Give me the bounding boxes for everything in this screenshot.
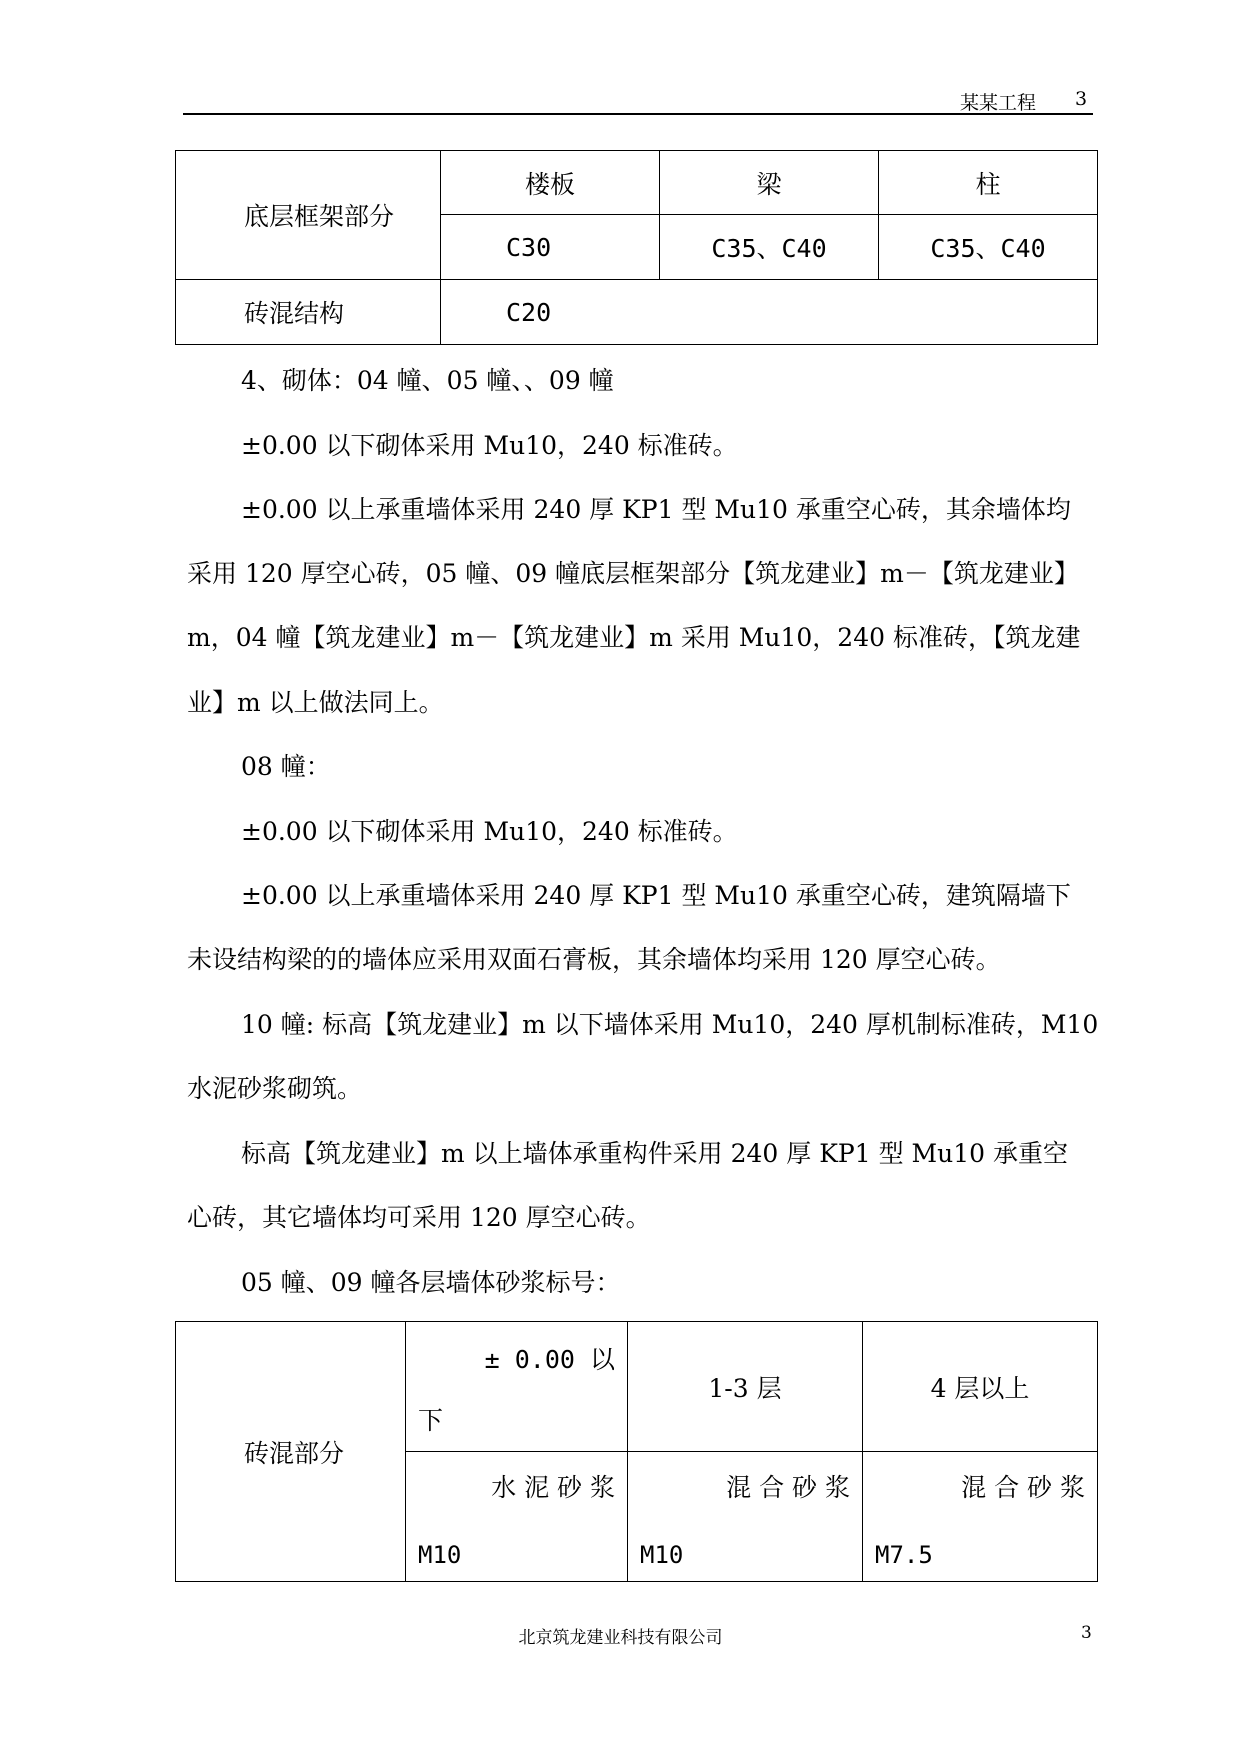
paragraph-line: 08 幢：	[241, 752, 331, 781]
col-header-column: 柱	[879, 151, 1098, 215]
col-header-below-zero	[406, 1322, 628, 1452]
value-below-zero-grade: M10	[418, 1541, 462, 1569]
col-header-floor-4-up: 4 层以上	[863, 1322, 1098, 1452]
paragraph-line: ±0.00 以下砌体采用 Mu10，240 标准砖。	[241, 817, 738, 846]
paragraph-line: 业】m 以上做法同上。	[187, 688, 444, 717]
value-masonry: C20	[441, 280, 1098, 345]
paragraph-line: 水泥砂浆砌筑。	[187, 1074, 363, 1103]
value-column: C35、C40	[879, 215, 1098, 280]
header-page-number: 3	[1075, 88, 1088, 110]
paragraph-line: 标高【筑龙建业】m 以上墙体承重构件采用 240 厚 KP1 型 Mu10 承重空	[241, 1139, 1068, 1168]
paragraph-line: 未设结构梁的的墙体应采用双面石膏板，其余墙体均采用 120 厚空心砖。	[187, 945, 1001, 974]
row-label-masonry: 砖混结构	[176, 280, 441, 345]
col-header-below-zero-bottom: 下	[418, 1406, 444, 1435]
value-below-zero	[406, 1452, 628, 1582]
paragraph-line: m，04 幢【筑龙建业】m－【筑龙建业】m 采用 Mu10，240 标准砖，【筑龙建	[187, 623, 1081, 652]
value-slab: C30	[441, 215, 660, 280]
value-beam: C35、C40	[660, 215, 879, 280]
value-below-zero-type: 水 泥 砂 浆	[491, 1473, 615, 1502]
concrete-grade-table	[175, 150, 1098, 345]
value-floor-4-up-type: 混 合 砂 浆	[961, 1473, 1085, 1502]
footer-page-number: 3	[1081, 1623, 1092, 1643]
paragraph-line: 4、砌体：04 幢、05 幢、、09 幢	[241, 366, 614, 395]
paragraph-line: 05 幢、09 幢各层墙体砂浆标号：	[241, 1268, 621, 1297]
mortar-grade-table	[175, 1321, 1098, 1582]
footer-company: 北京筑龙建业科技有限公司	[518, 1628, 723, 1648]
paragraph-line: 采用 120 厚空心砖，05 幢、09 幢底层框架部分【筑龙建业】m－【筑龙建业】	[187, 559, 1079, 588]
value-floor-4-up-grade: M7.5	[875, 1541, 933, 1569]
row-label-masonry-part: 砖混部分	[176, 1322, 406, 1582]
paragraph-line: 心砖，其它墙体均可采用 120 厚空心砖。	[187, 1203, 651, 1232]
header-rule	[183, 113, 1093, 115]
header-title: 某某工程	[960, 92, 1037, 114]
paragraph-line: ±0.00 以上承重墙体采用 240 厚 KP1 型 Mu10 承重空心砖，建筑隔墙下	[241, 881, 1071, 910]
value-floors-1-3-type: 混 合 砂 浆	[726, 1473, 850, 1502]
col-header-beam: 梁	[660, 151, 879, 215]
value-floors-1-3-grade: M10	[640, 1541, 684, 1569]
paragraph-line: ±0.00 以上承重墙体采用 240 厚 KP1 型 Mu10 承重空心砖，其余墙体均	[241, 495, 1071, 524]
col-header-below-zero-top: ± 0.00 以	[484, 1345, 615, 1374]
value-floors-1-3	[628, 1452, 863, 1582]
row-label-frame: 底层框架部分	[176, 151, 441, 280]
paragraph-line: 10 幢: 标高【筑龙建业】m 以下墙体采用 Mu10，240 厚机制标准砖，M10	[241, 1010, 1099, 1039]
col-header-slab: 楼板	[441, 151, 660, 215]
value-floor-4-up	[863, 1452, 1098, 1582]
paragraph-line: ±0.00 以下砌体采用 Mu10，240 标准砖。	[241, 431, 738, 460]
col-header-floors-1-3: 1-3 层	[628, 1322, 863, 1452]
